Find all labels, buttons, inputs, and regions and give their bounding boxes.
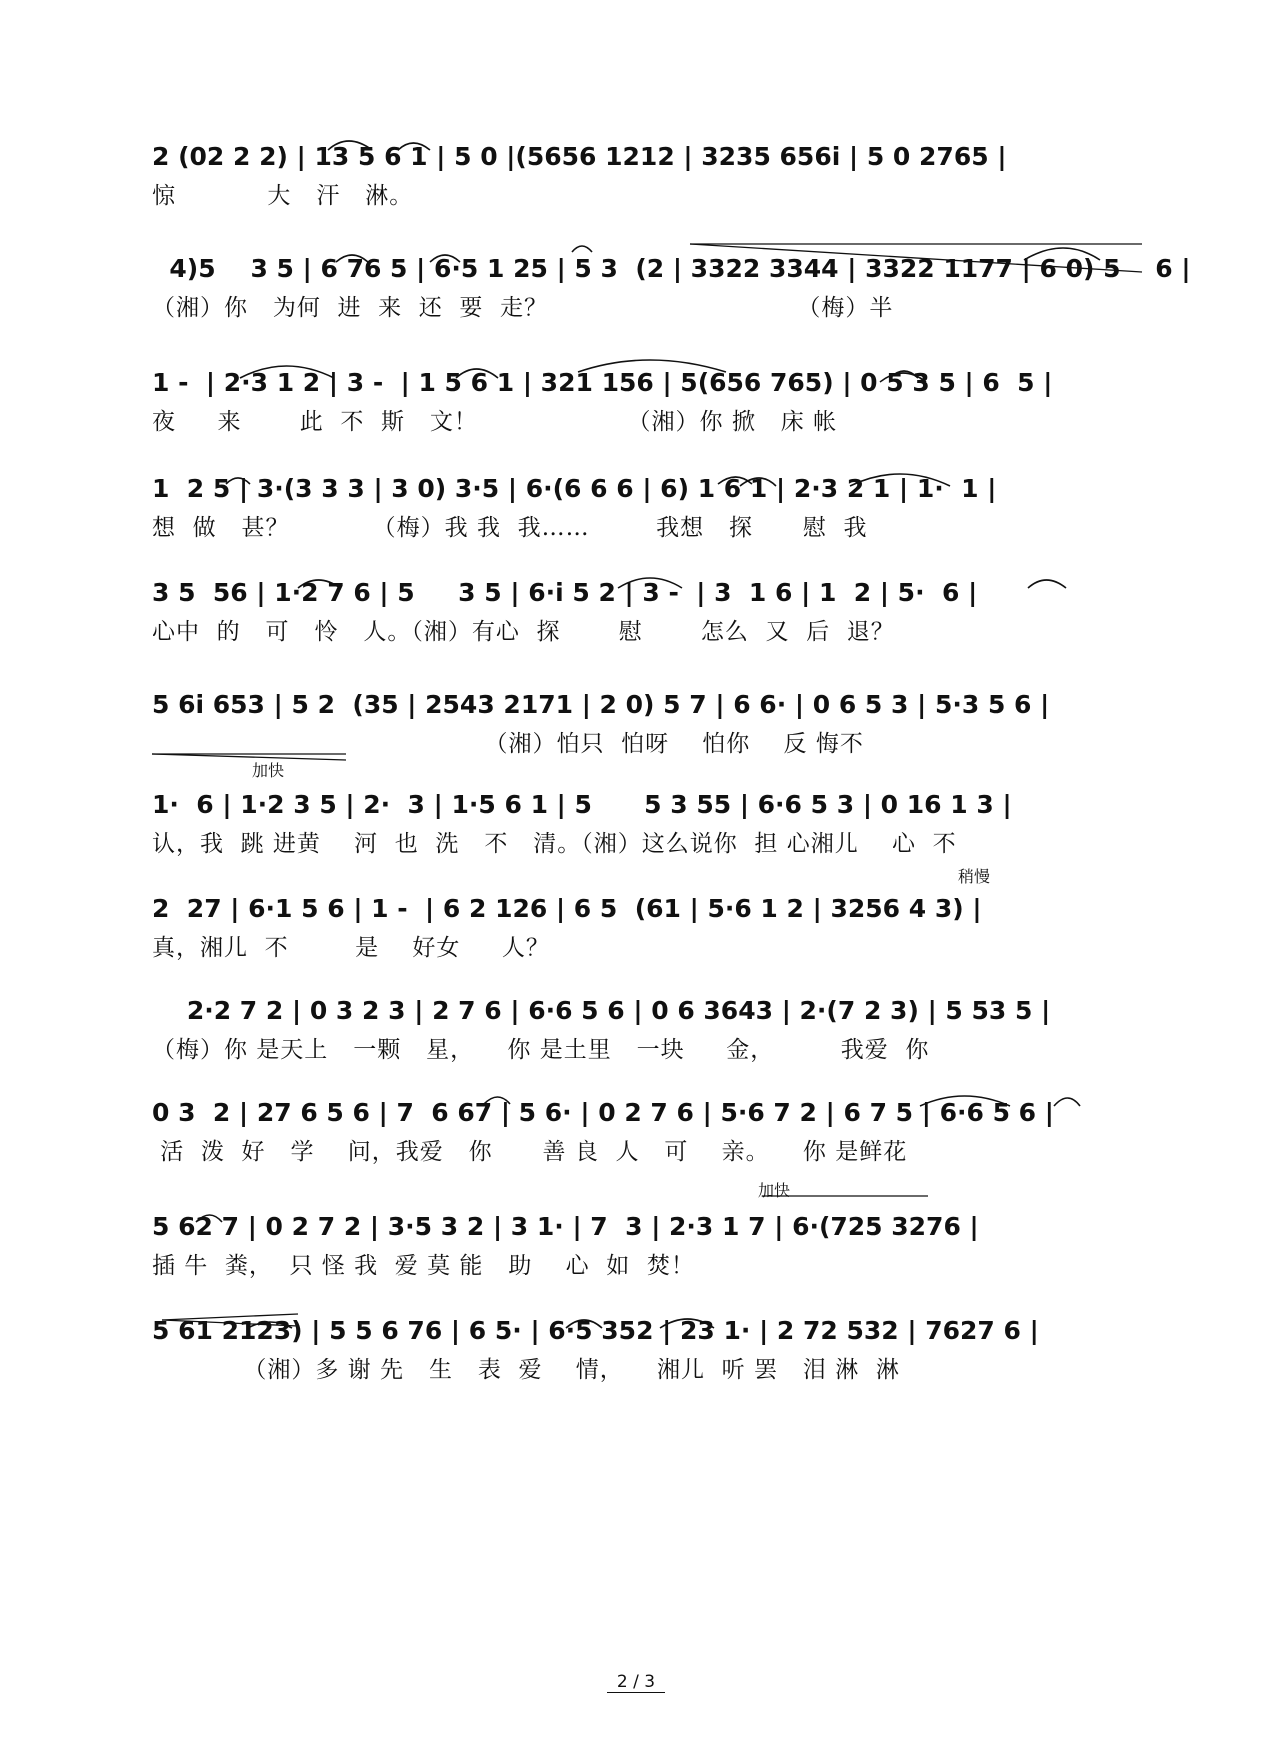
notation-line: 5 62 7 | 0 2 7 2 | 3·5 3 2 | 3 1· | 7 3 | 2·3 1 7 | 6·(725 3276 | — [152, 1212, 979, 1241]
tempo-mark: 加快 — [758, 1181, 791, 1200]
tempo-mark: 稍慢 — [958, 867, 991, 886]
notation-line: 2 (02 2 2) | 13 5 6 1 | 5 0 |(5656 1212 | 3235 656i | 5 0 2765 | — [152, 142, 1007, 171]
notation-line: 1 2 5 | 3·(3 3 3 | 3 0) 3·5 | 6·(6 6 6 | 6) 1 6 1 | 2·3 2 1 | 1· 1 | — [152, 474, 997, 503]
lyrics-line: 插 牛 粪， 只 怪 我 爱 莫 能 助 心 如 焚！ — [152, 1253, 695, 1279]
lyrics-line: 心中 的 可 怜 人。（湘）有心 探 慰 怎么 又 后 退？ — [152, 619, 895, 645]
page-number-text: 2 / 3 — [607, 1672, 665, 1693]
lyrics-line: 想 做 甚？ （梅）我 我 我…… 我想 探 慰 我 — [152, 515, 868, 541]
notation-line: 1 - | 2·3 1 2 | 3 - | 1 5 6 1 | 321 156 | 5(656 765) | 0 5 3 5 | 6 5 | — [152, 368, 1053, 397]
lyrics-line: （梅）你 是天上 一颗 星， 你 是土里 一块 金， 我爱 你 — [152, 1037, 930, 1063]
lyrics-line: 惊 大 汗 淋。 — [152, 183, 414, 209]
lyrics-line: 真，湘儿 不 是 好女 人？ — [152, 935, 550, 961]
notation-line: 5 61 2123) | 5 5 6 76 | 6 5· | 6·5 352 | 23 1· | 2 72 532 | 7627 6 | — [152, 1316, 1039, 1345]
lyrics-line: 活 泼 好 学 问，我爱 你 善 良 人 可 亲。 你 是鲜花 — [152, 1139, 908, 1165]
notation-line: 5 6i 653 | 5 2 (35 | 2543 2171 | 2 0) 5 7 | 6 6· | 0 6 5 3 | 5·3 5 6 | — [152, 690, 1050, 719]
lyrics-line: 认，我 跳 进黄 河 也 洗 不 清。（湘）这么说你 担 心湘儿 心 不 — [152, 831, 957, 857]
lyrics-line: 夜 来 此 不 斯 文！ （湘）你 掀 床 帐 — [152, 409, 838, 435]
lyrics-line: （湘）多 谢 先 生 表 爱 情， 湘儿 听 罢 泪 淋 淋 — [152, 1357, 900, 1383]
tempo-mark: 加快 — [252, 761, 285, 780]
notation-line: 2·2 7 2 | 0 3 2 3 | 2 7 6 | 6·6 5 6 | 0 6 3643 | 2·(7 2 3) | 5 53 5 | — [152, 996, 1051, 1025]
notation-line: 0 3 2 | 27 6 5 6 | 7 6 67 | 5 6· | 0 2 7 6 | 5·6 7 2 | 6 7 5 | 6·6 5 6 | — [152, 1098, 1054, 1127]
notation-line: 3 5 56 | 1·2 7 6 | 5 3 5 | 6·i 5 2 | 3 - | 3 1 6 | 1 2 | 5· 6 | — [152, 578, 978, 607]
notation-line: 4)5 3 5 | 6 76 5 | 6·5 1 25 | 5 3 (2 | 3322 3344 | 3322 1177 | 6 0) 5 6 | — [152, 254, 1191, 283]
page-number — [0, 1672, 1272, 1692]
notation-line: 1· 6 | 1·2 3 5 | 2· 3 | 1·5 6 1 | 5 5 3 55 | 6·6 5 3 | 0 16 1 3 | — [152, 790, 1012, 819]
lyrics-line: （湘）怕只 怕呀 怕你 反 悔不 — [152, 731, 864, 757]
lyrics-line: （湘）你 为何 进 来 还 要 走？ （梅）半 — [152, 295, 894, 321]
notation-line: 2 27 | 6·1 5 6 | 1 - | 6 2 126 | 6 5 (61 | 5·6 1 2 | 3256 4 3) | — [152, 894, 982, 923]
